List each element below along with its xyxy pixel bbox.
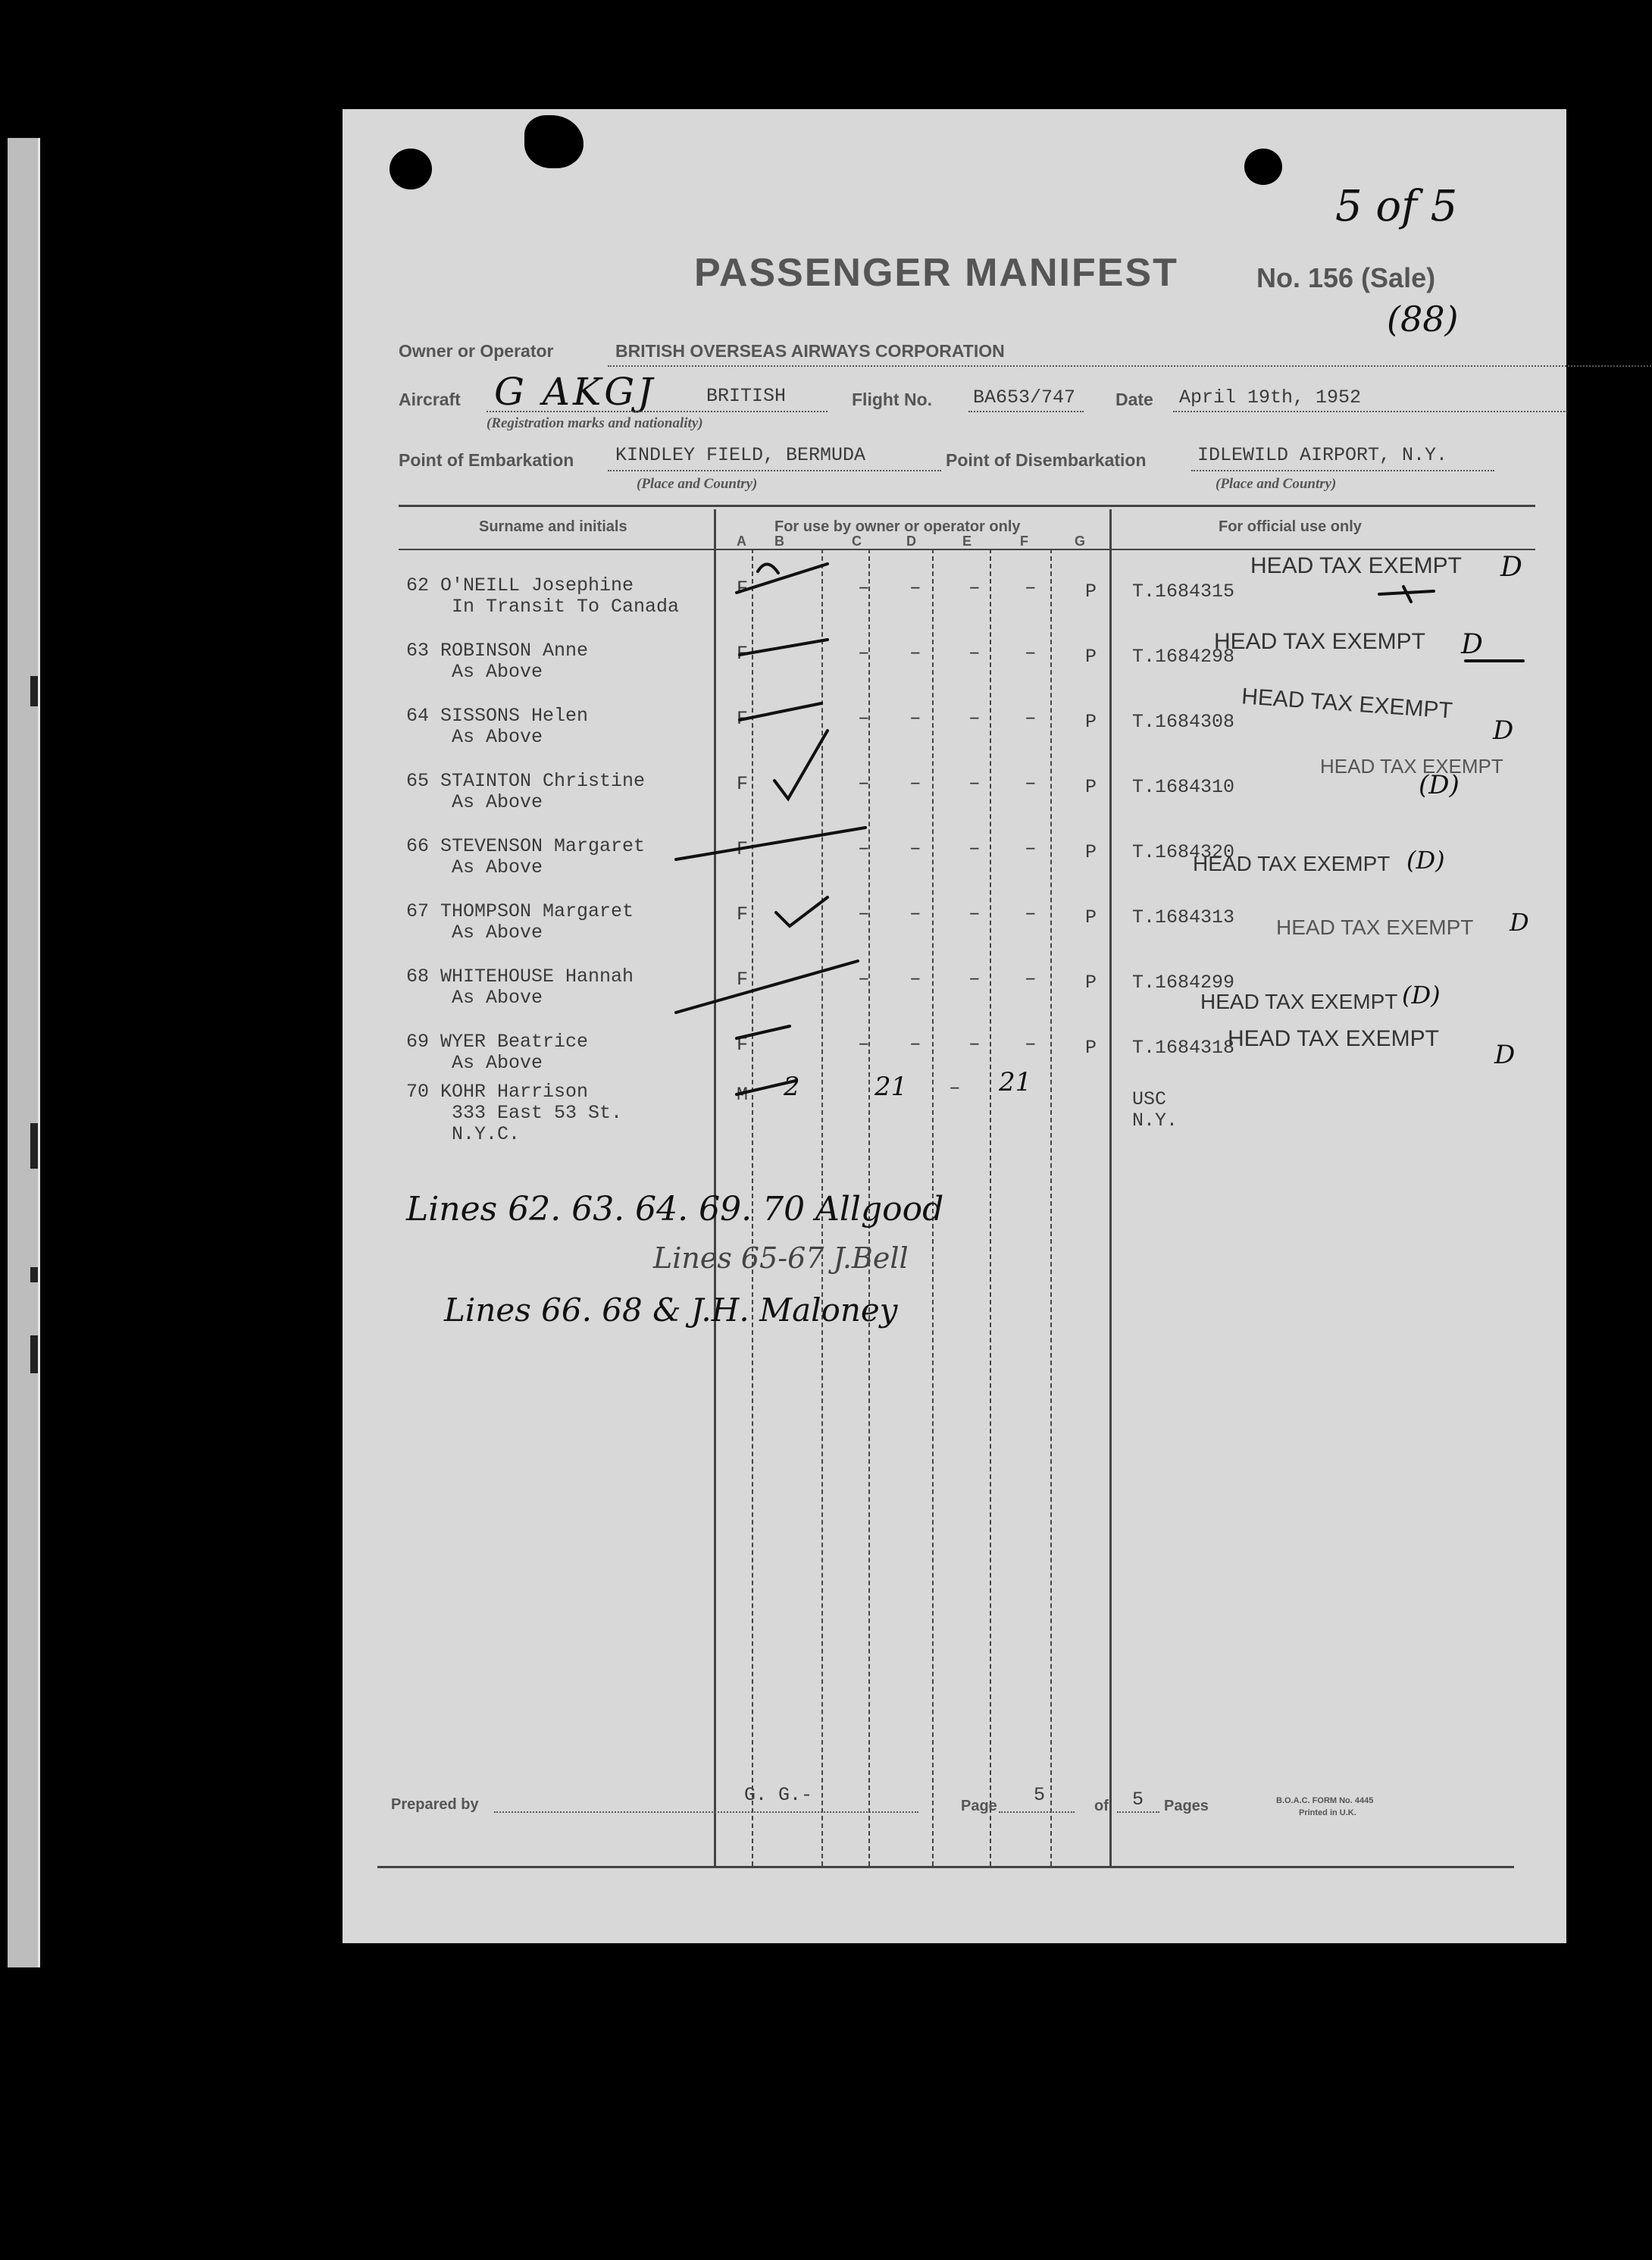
head-tax-stamp: HEAD TAX EXEMPT <box>1241 684 1453 724</box>
column-letter-a: A <box>737 534 746 549</box>
col-f: – <box>1025 1032 1037 1055</box>
officer-initial: D <box>1493 715 1514 746</box>
ticket-number: T.1684315 <box>1132 581 1235 603</box>
ticket-number: T.1684320 <box>1132 841 1235 863</box>
col-f: – <box>1025 772 1037 794</box>
page-label: Page <box>961 1798 997 1814</box>
col-a: F <box>737 1034 749 1056</box>
ticket-number: T.1684318 <box>1132 1037 1235 1059</box>
col-d: – <box>909 967 921 990</box>
prepared-by-value: G. G.- <box>744 1784 813 1806</box>
head-tax-stamp: HEAD TAX EXEMPT <box>1276 916 1474 939</box>
owner-label: Owner or Operator <box>399 341 554 361</box>
passenger-note: As Above <box>452 922 543 944</box>
pages-value: 5 <box>1132 1789 1144 1811</box>
page-underline <box>999 1811 1075 1813</box>
col-f: – <box>1025 706 1037 729</box>
col-g: P <box>1085 581 1097 603</box>
column-official-use-header: For official use only <box>1219 518 1362 535</box>
col-d: – <box>909 902 921 925</box>
col-c: – <box>858 641 870 664</box>
col-c: – <box>858 837 870 859</box>
col-g: P <box>1085 776 1097 798</box>
officer-initial: (D) <box>1419 770 1460 800</box>
passenger-note: In Transit To Canada <box>452 596 680 618</box>
officer-initial: D <box>1500 552 1522 583</box>
passenger-name: 62 O'NEILL Josephine <box>406 574 634 596</box>
page-value: 5 <box>1034 1784 1046 1806</box>
col-g: P <box>1085 906 1097 928</box>
column-surname-header: Surname and initials <box>479 518 627 535</box>
col-e: – <box>968 641 981 664</box>
disembarkation-note: (Place and Country) <box>1216 476 1337 492</box>
embarkation-note: (Place and Country) <box>637 476 758 492</box>
table-bottom-rule <box>377 1866 1514 1868</box>
ticket-number: T.1684299 <box>1132 972 1235 994</box>
passenger-name: 67 THOMPSON Margaret <box>406 900 634 922</box>
prepared-by-underline <box>494 1811 918 1813</box>
col-a: F <box>737 643 749 665</box>
nationality-city: N.Y. <box>1132 1110 1178 1132</box>
aircraft-nationality: BRITISH <box>706 385 787 407</box>
passenger-name: 68 WHITEHOUSE Hannah <box>406 966 634 988</box>
col-a: M <box>737 1084 749 1106</box>
column-letter-g: G <box>1075 534 1086 549</box>
passenger-note: As Above <box>452 856 543 878</box>
manifest-number: No. 156 (Sale) <box>1256 262 1436 293</box>
nationality-code: USC <box>1132 1088 1167 1110</box>
manifest-number-annotation: (88) <box>1387 299 1459 340</box>
col-d: 21 <box>874 1072 908 1102</box>
head-tax-stamp: HEAD TAX EXEMPT <box>1320 755 1503 778</box>
disembarkation-label: Point of Disembarkation <box>946 450 1147 470</box>
passenger-name: 64 SISSONS Helen <box>406 705 589 727</box>
officer-initial: D <box>1461 629 1483 660</box>
ticket-number: T.1684298 <box>1132 646 1235 668</box>
col-e: – <box>968 967 981 990</box>
head-tax-stamp: HEAD TAX EXEMPT <box>1193 852 1391 875</box>
col-d: – <box>909 772 921 794</box>
manifest-page <box>343 109 1566 1943</box>
col-a: F <box>737 578 749 599</box>
folio-number: 5 of 5 <box>1335 182 1458 231</box>
passenger-note: As Above <box>452 661 543 683</box>
head-tax-stamp: HEAD TAX EXEMPT <box>1250 553 1462 578</box>
col-d: – <box>909 837 921 859</box>
ticket-number: T.1684313 <box>1132 906 1235 928</box>
handwritten-note-lines-3: Lines 66. 68 & J.H. Maloney <box>444 1291 898 1329</box>
form-printed: Printed in U.K. <box>1299 1808 1356 1817</box>
column-letter-f: F <box>1020 534 1028 549</box>
col-e: – <box>968 902 981 925</box>
manifest-title: PASSENGER MANIFEST <box>694 251 1178 295</box>
col-e: – <box>968 706 981 729</box>
pages-underline <box>1117 1811 1159 1813</box>
col-g: P <box>1085 1037 1097 1059</box>
col-d: – <box>909 706 921 729</box>
passenger-name: 66 STEVENSON Margaret <box>406 835 646 857</box>
handwritten-note-lines-2: Lines 65-67 J.Bell <box>653 1241 909 1275</box>
officer-initial: (D) <box>1406 846 1445 875</box>
column-owner-use-header: For use by owner or operator only <box>774 518 1021 535</box>
col-f: – <box>1025 837 1037 859</box>
aircraft-registration: G AKGJ <box>494 370 656 414</box>
passenger-name: 70 KOHR Harrison <box>406 1081 589 1103</box>
embarkation-label: Point of Embarkation <box>399 450 574 470</box>
disembarkation-value: IDLEWILD AIRPORT, N.Y. <box>1197 444 1448 466</box>
ticket-number: T.1684310 <box>1132 776 1235 798</box>
col-c: 2 <box>784 1072 800 1102</box>
head-tax-stamp: HEAD TAX EXEMPT <box>1228 1026 1439 1051</box>
date-label: Date <box>1115 390 1153 409</box>
embarkation-value: KINDLEY FIELD, BERMUDA <box>615 444 866 466</box>
passenger-city: N.Y.C. <box>452 1123 521 1145</box>
head-tax-stamp: HEAD TAX EXEMPT <box>1200 990 1398 1013</box>
col-g: P <box>1085 646 1097 668</box>
owner-value: BRITISH OVERSEAS AIRWAYS CORPORATION <box>615 341 1005 361</box>
col-c: – <box>858 706 870 729</box>
col-g: P <box>1085 841 1097 863</box>
col-c: – <box>858 902 870 925</box>
col-e: – <box>968 837 981 859</box>
col-c: – <box>858 576 870 599</box>
col-f: – <box>1025 576 1037 599</box>
passenger-note: As Above <box>452 791 543 813</box>
col-a: F <box>737 708 749 730</box>
col-a: F <box>737 903 749 925</box>
pages-label: Pages <box>1164 1798 1209 1814</box>
col-c: – <box>858 967 870 990</box>
of-label: of <box>1094 1798 1109 1814</box>
ticket-number: T.1684308 <box>1132 711 1235 733</box>
passenger-note: As Above <box>452 987 543 1009</box>
column-letter-c: C <box>852 534 862 549</box>
col-g: P <box>1085 972 1097 994</box>
col-d: – <box>909 641 921 664</box>
col-a: F <box>737 773 749 795</box>
officer-initial: D <box>1510 908 1529 937</box>
col-f: 21 <box>999 1067 1032 1097</box>
pen-strokes <box>343 109 1566 1170</box>
col-f: – <box>1025 967 1037 990</box>
col-e: – <box>968 576 981 599</box>
prepared-by-label: Prepared by <box>391 1796 479 1813</box>
aircraft-label: Aircraft <box>399 390 461 409</box>
officer-initial: (D) <box>1402 981 1441 1009</box>
flight-value: BA653/747 <box>973 387 1076 408</box>
col-a: F <box>737 838 749 860</box>
col-c: – <box>858 772 870 794</box>
passenger-address: 333 East 53 St. <box>452 1102 623 1124</box>
column-letter-e: E <box>962 534 972 549</box>
date-value: April 19th, 1952 <box>1179 387 1362 408</box>
col-g: P <box>1085 711 1097 733</box>
form-number: B.O.A.C. FORM No. 4445 <box>1276 1796 1374 1805</box>
col-d: – <box>909 1032 921 1055</box>
col-f: – <box>1025 902 1037 925</box>
passenger-name: 63 ROBINSON Anne <box>406 640 589 662</box>
col-d: – <box>909 576 921 599</box>
col-e: – <box>968 1032 981 1055</box>
col-a: F <box>737 969 749 991</box>
passenger-note: As Above <box>452 726 543 748</box>
officer-initial: D <box>1494 1040 1516 1070</box>
passenger-name: 69 WYER Beatrice <box>406 1031 589 1053</box>
aircraft-note: (Registration marks and nationality) <box>487 415 703 431</box>
column-letter-d: D <box>906 534 916 549</box>
col-f: – <box>1025 641 1037 664</box>
film-edge-strip <box>8 138 40 1967</box>
col-e: – <box>949 1076 961 1099</box>
passenger-name: 65 STAINTON Christine <box>406 770 646 792</box>
col-c: – <box>858 1032 870 1055</box>
handwritten-note-lines: Lines 62. 63. 64. 69. 70 Allgood <box>406 1190 944 1229</box>
column-letter-b: B <box>774 534 784 549</box>
head-tax-stamp: HEAD TAX EXEMPT <box>1214 629 1425 654</box>
col-e: – <box>968 772 981 794</box>
passenger-note: As Above <box>452 1052 543 1074</box>
flight-label: Flight No. <box>852 390 933 409</box>
